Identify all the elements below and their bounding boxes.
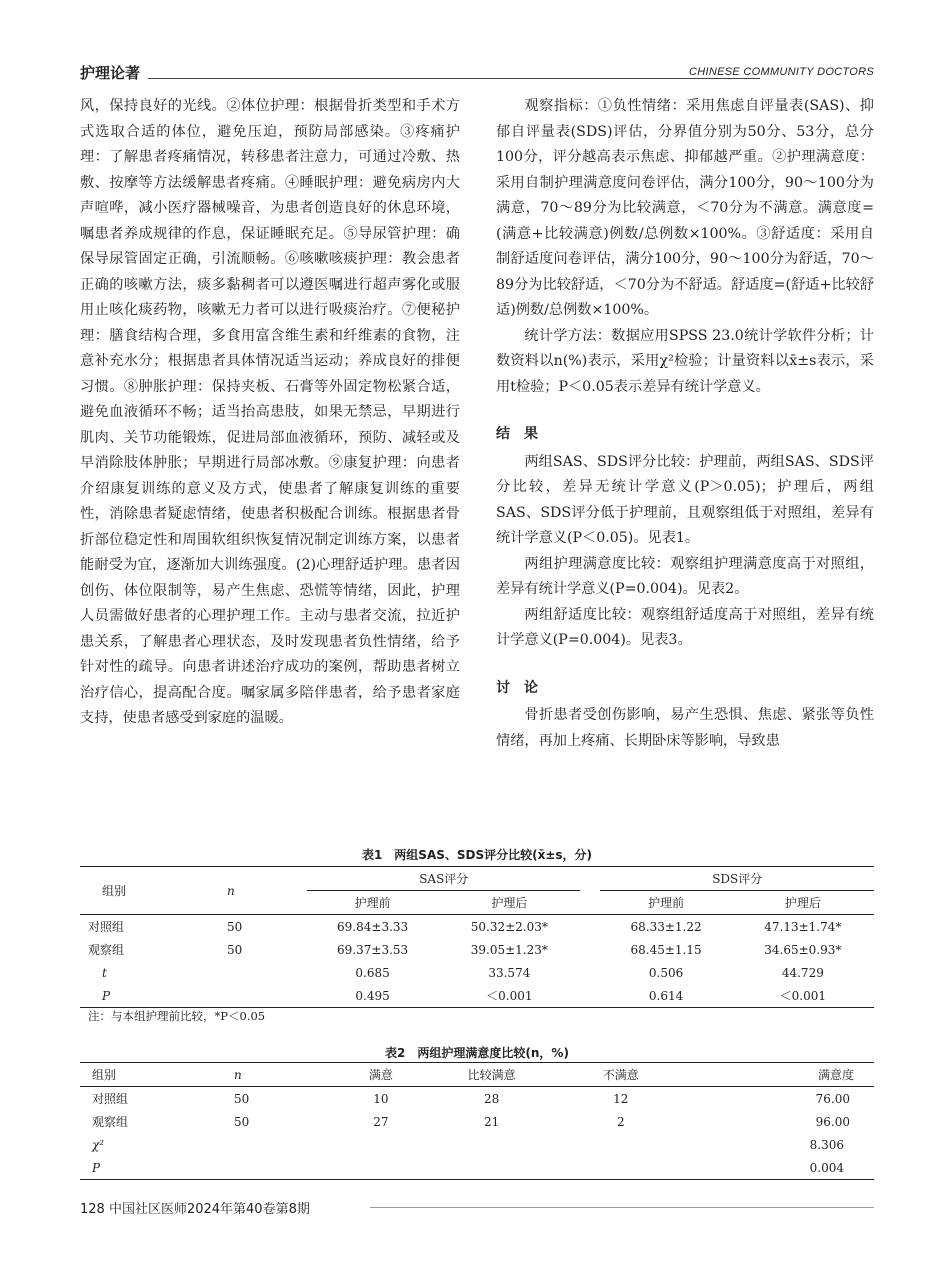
results-satisfaction-paragraph: 两组护理满意度比较：观察组护理满意度高于对照组，差异有统计学意义(P=0.004)。见表2。 [496, 555, 874, 597]
discussion-heading: 讨 论 [496, 679, 538, 696]
table-header-cell: 组别 [102, 884, 127, 898]
results-comfort-paragraph: 两组舒适度比较：观察组舒适度高于对照组，差异有统计学意义(P=0.004)。见表3。 [496, 606, 874, 648]
table1 [80, 866, 874, 1008]
table1-header-row [80, 867, 874, 891]
journal-section-title: 护理论著 [80, 64, 141, 82]
footer-rule [370, 1207, 874, 1208]
table-header-cell: 护理后 [491, 896, 528, 910]
header-rule [148, 78, 760, 79]
table2 [80, 1062, 874, 1180]
journal-name: CHINESE COMMUNITY DOCTORS [689, 66, 874, 78]
right-column [496, 94, 874, 754]
table-row: χ² 8.306 [92, 1137, 844, 1152]
left-paragraph: 风，保持良好的光线。②体位护理：根据骨折类型和手术方式选取合适的体位，避免压迫，预防局部感染。③疼痛护理：了解患者疼痛情况，转移患者注意力，可通过冷敷、热敷、按摩等方法缓解患者疼痛。④睡眠护理：避免病房内大声喧哗，减小医疗器械噪音，为患者创造良好的休息环境，嘱患者养成规律的作息，保证睡眠充足。⑤导尿管护理：确保导尿管固定正确，引流顺畅。⑥咳嗽咳痰护理：教会患者正确的咳嗽方法，痰多黏稠者可以遵医嘱进行超声雾化或服用止咳化痰药物，咳嗽无力者可以进行吸痰治疗。⑦便秘护理：膳食结构合理，多食用富含维生素和纤维素的食物，注意补充水分；根据患者具体情况适当运动；养成良好的排便习惯。⑧肿胀护理：保持夹板、石膏等外固定物松紧合适，避免血液循环不畅；适当抬高患肢，如果无禁忌，早期进行肌肉、关节功能锻炼，促进局部血液循环，预防、减轻或及早消除肢体肿胀；早期进行局部冰敷。⑨康复护理：向患者介绍康复训练的意义及方式，使患者了解康复训练的重要性，消除患者疑虑情绪，使患者积极配合训练。根据患者骨折部位稳定性和周围软组织恢复情况制定训练方案，以患者能耐受为宜，逐渐加大训练强度。(2)心理舒适护理。患者因创伤、体位限制等，易产生焦虑、恐慌等情绪，因此，护理人员需做好患者的心理护理工作。主动与患者交流，拉近护患关系，了解患者心理状态，及时发现患者负性情绪，给予针对性的疏导。向患者讲述治疗成功的案例，帮助患者树立治疗信心，提高配合度。嘱家属多陪伴患者，给予患者家庭支持，使患者感受到家庭的温暖。 [80, 98, 460, 726]
table-row: P 0.004 [92, 1160, 844, 1175]
results-sas-sds-paragraph: 两组SAS、SDS评分比较：护理前，两组SAS、SDS评分比较，差异无统计学意义(P＞0.05)；护理后，两组SAS、SDS评分低于护理前，且观察组低于对照组，差异有统计学意义(P＜0.05)。见表1。 [496, 453, 874, 546]
left-column [80, 94, 460, 732]
table-row: 对照组 50 10 28 12 76.00 [92, 1091, 850, 1106]
table-header-cell: SDS评分 [600, 867, 874, 891]
table-header-cell: 护理后 [784, 896, 821, 910]
table-header-cell: 护理前 [648, 896, 685, 910]
discussion-paragraph: 骨折患者受创伤影响，易产生恐惧、焦虑、紧张等负性情绪，再加上疼痛、长期卧床等影响，导致患 [496, 707, 874, 749]
table-header-cell: 护理前 [354, 896, 391, 910]
observation-indicators-paragraph: 观察指标：①负性情绪：采用焦虑自评量表(SAS)、抑郁自评量表(SDS)评估，分界值分别为50分、53分，总分100分，评分越高表示焦虑、抑郁越严重。②护理满意度：采用自制护理满意度问卷评估，满分100分，90～100分为满意，70～89分为比较满意，＜70分为不满意。满意度=(满意+比较满意)例数/总例数×100%。③舒适度：采用自制舒适度问卷评估，满分100分，90～100分为舒适，70～89分为比较舒适，＜70分为不舒适。舒适度=(舒适+比较舒适)例数/总例数×100%。 [496, 98, 874, 318]
results-heading: 结 果 [496, 426, 538, 442]
table-row: t 0.685 33.574 0.506 44.729 [102, 965, 824, 980]
table-row: 观察组 50 69.37±3.53 39.05±1.23* 68.45±1.15 34.65±0.93* [88, 942, 842, 957]
table2-header-row: 组别 n 满意 比较满意 不满意 满意度 [80, 1063, 874, 1087]
page-footer: 128 中国社区医师2024年第40卷第8期 [80, 1202, 310, 1217]
table-header-cell: n [227, 883, 235, 898]
statistics-paragraph: 统计学方法：数据应用SPSS 23.0统计学软件分析；计数资料以n(%)表示，采用χ²检验；计量资料以x̄±s表示，采用t检验；P＜0.05表示差异有统计学意义。 [496, 327, 874, 395]
table2-caption: 表2 两组护理满意度比较(n，%) [385, 1046, 569, 1060]
table-row: 对照组 50 69.84±3.33 50.32±2.03* 68.33±1.22 47.13±1.74* [88, 919, 842, 934]
table1-note: 注：与本组护理前比较，*P＜0.05 [88, 1009, 266, 1023]
table1-caption: 表1 两组SAS、SDS评分比较(x̄±s，分) [361, 848, 593, 862]
table-row: P 0.495 ＜0.001 0.614 ＜0.001 [102, 988, 827, 1003]
table-row: 观察组 50 27 21 2 96.00 [92, 1114, 850, 1129]
table-header-cell: SAS评分 [307, 867, 580, 891]
